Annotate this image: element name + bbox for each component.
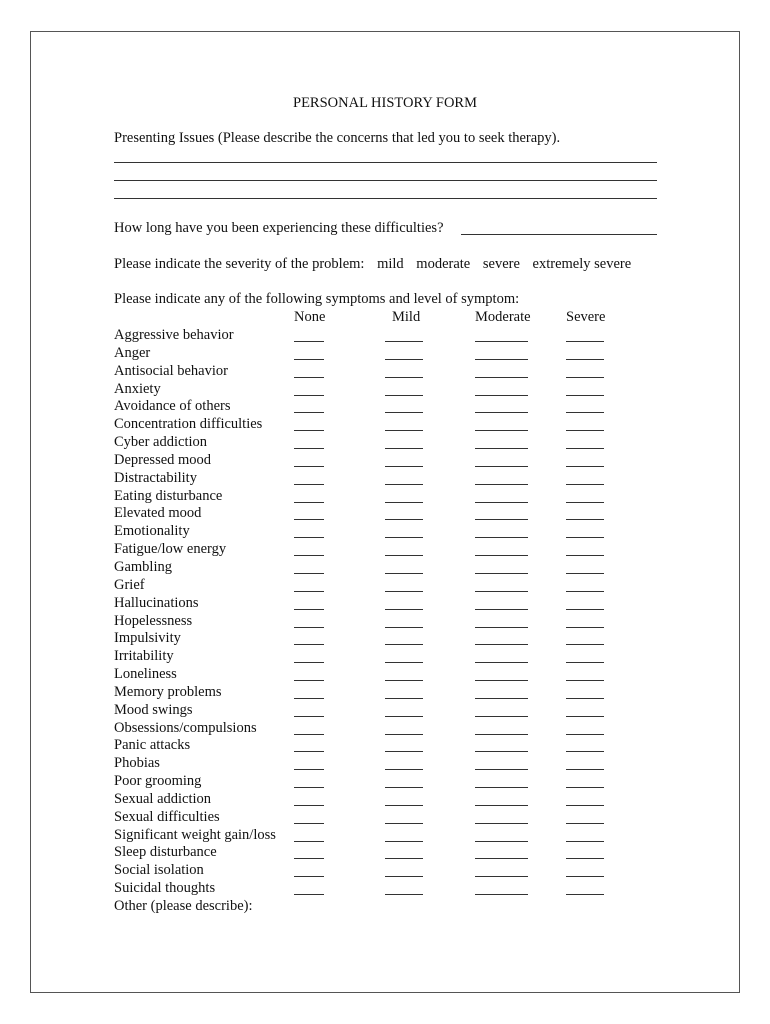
symptom-label: Social isolation: [114, 862, 204, 879]
symptom-row: [114, 469, 614, 487]
symptom-row: [114, 790, 614, 808]
symptom-none-blank[interactable]: [294, 395, 324, 396]
symptom-severe-blank[interactable]: [566, 662, 604, 663]
symptom-none-blank[interactable]: [294, 876, 324, 877]
severity-option-mild[interactable]: mild: [377, 256, 404, 272]
symptom-none-blank[interactable]: [294, 537, 324, 538]
symptom-row: [114, 326, 614, 344]
symptom-label: Sexual addiction: [114, 790, 212, 807]
symptom-severe-blank[interactable]: [566, 805, 604, 806]
column-header-severe: Severe: [566, 309, 606, 325]
symptom-none-blank[interactable]: [294, 484, 324, 485]
symptom-severe-blank[interactable]: [566, 734, 604, 735]
symptom-row: [114, 647, 614, 665]
symptom-severe-blank[interactable]: [566, 341, 604, 342]
symptom-mild-blank[interactable]: [385, 841, 423, 842]
symptom-moderate-blank[interactable]: [475, 591, 528, 592]
symptom-label: Cyber addiction: [114, 434, 208, 451]
symptom-moderate-blank[interactable]: [475, 412, 528, 413]
symptom-severe-blank[interactable]: [566, 609, 604, 610]
symptom-row: [114, 612, 614, 630]
symptom-mild-blank[interactable]: [385, 680, 423, 681]
symptom-row: [114, 380, 614, 398]
symptom-mild-blank[interactable]: [385, 627, 423, 628]
symptom-mild-blank[interactable]: [385, 430, 423, 431]
symptom-label: Gambling: [114, 558, 172, 575]
symptom-severe-blank[interactable]: [566, 377, 604, 378]
symptom-moderate-blank[interactable]: [475, 662, 528, 663]
symptom-mild-blank[interactable]: [385, 377, 423, 378]
symptom-none-blank[interactable]: [294, 519, 324, 520]
symptom-severe-blank[interactable]: [566, 395, 604, 396]
symptom-severe-blank[interactable]: [566, 359, 604, 360]
symptom-mild-blank[interactable]: [385, 359, 423, 360]
symptom-severe-blank[interactable]: [566, 448, 604, 449]
symptom-severe-blank[interactable]: [566, 841, 604, 842]
symptom-label: Mood swings: [114, 701, 193, 718]
symptom-moderate-blank[interactable]: [475, 341, 528, 342]
symptom-moderate-blank[interactable]: [475, 484, 528, 485]
symptom-none-blank[interactable]: [294, 662, 324, 663]
symptom-label: Panic attacks: [114, 737, 191, 754]
severity-option-moderate[interactable]: moderate: [416, 256, 471, 272]
symptom-mild-blank[interactable]: [385, 787, 423, 788]
symptom-row: [114, 504, 614, 522]
symptom-moderate-blank[interactable]: [475, 841, 528, 842]
symptom-moderate-blank[interactable]: [475, 698, 528, 699]
symptom-moderate-blank[interactable]: [475, 787, 528, 788]
symptom-label: Elevated mood: [114, 505, 202, 522]
symptom-severe-blank[interactable]: [566, 680, 604, 681]
symptom-none-blank[interactable]: [294, 627, 324, 628]
symptom-mild-blank[interactable]: [385, 716, 423, 717]
symptom-row: [114, 594, 614, 612]
symptom-none-blank[interactable]: [294, 555, 324, 556]
symptom-label: Irritability: [114, 648, 174, 665]
symptom-label: Distractability: [114, 469, 197, 486]
symptom-moderate-blank[interactable]: [475, 894, 528, 895]
symptom-mild-blank[interactable]: [385, 769, 423, 770]
symptom-label: Hallucinations: [114, 594, 199, 611]
symptom-none-blank[interactable]: [294, 716, 324, 717]
symptom-mild-blank[interactable]: [385, 734, 423, 735]
symptom-mild-blank[interactable]: [385, 698, 423, 699]
severity-prompt: Please indicate the severity of the problem:: [114, 256, 365, 272]
symptom-severe-blank[interactable]: [566, 484, 604, 485]
symptom-none-blank[interactable]: [294, 377, 324, 378]
symptom-moderate-blank[interactable]: [475, 537, 528, 538]
symptom-row: [114, 451, 614, 469]
form-title: PERSONAL HISTORY FORM: [293, 95, 477, 111]
symptom-none-blank[interactable]: [294, 466, 324, 467]
symptom-severe-blank[interactable]: [566, 769, 604, 770]
symptom-moderate-blank[interactable]: [475, 609, 528, 610]
symptom-row: [114, 719, 614, 737]
symptom-moderate-blank[interactable]: [475, 805, 528, 806]
symptom-none-blank[interactable]: [294, 805, 324, 806]
symptom-row: [114, 843, 614, 861]
symptom-table: [114, 326, 614, 897]
symptom-none-blank[interactable]: [294, 430, 324, 431]
symptom-label: Poor grooming: [114, 773, 202, 790]
symptom-moderate-blank[interactable]: [475, 680, 528, 681]
duration-answer-line[interactable]: [461, 234, 657, 235]
symptom-row: [114, 772, 614, 790]
severity-option-extremely-severe[interactable]: extremely severe: [532, 256, 632, 272]
symptom-label: Avoidance of others: [114, 398, 231, 415]
symptom-severe-blank[interactable]: [566, 573, 604, 574]
symptom-label: Obsessions/compulsions: [114, 719, 257, 736]
symptom-label: Anger: [114, 344, 151, 361]
symptom-row: [114, 362, 614, 380]
symptom-label: Grief: [114, 576, 145, 593]
symptom-mild-blank[interactable]: [385, 341, 423, 342]
symptom-none-blank[interactable]: [294, 841, 324, 842]
symptom-label: Loneliness: [114, 666, 177, 683]
symptom-mild-blank[interactable]: [385, 876, 423, 877]
symptom-none-blank[interactable]: [294, 823, 324, 824]
symptom-mild-blank[interactable]: [385, 466, 423, 467]
symptom-mild-blank[interactable]: [385, 519, 423, 520]
symptom-moderate-blank[interactable]: [475, 519, 528, 520]
symptom-moderate-blank[interactable]: [475, 359, 528, 360]
symptom-moderate-blank[interactable]: [475, 448, 528, 449]
symptom-none-blank[interactable]: [294, 769, 324, 770]
severity-option-severe[interactable]: severe: [482, 256, 520, 272]
symptom-label: Aggressive behavior: [114, 327, 234, 343]
symptom-none-blank[interactable]: [294, 680, 324, 681]
symptom-severe-blank[interactable]: [566, 502, 604, 503]
symptom-none-blank[interactable]: [294, 894, 324, 895]
symptoms-prompt: Please indicate any of the following symptoms and level of symptom:: [114, 291, 520, 307]
symptom-mild-blank[interactable]: [385, 412, 423, 413]
symptom-moderate-blank[interactable]: [475, 466, 528, 467]
symptom-none-blank[interactable]: [294, 644, 324, 645]
symptom-severe-blank[interactable]: [566, 698, 604, 699]
symptom-row: [114, 576, 614, 594]
symptom-moderate-blank[interactable]: [475, 751, 528, 752]
symptom-row: [114, 487, 614, 505]
symptom-label: Memory problems: [114, 683, 222, 700]
symptom-row: [114, 665, 614, 683]
column-header-moderate: Moderate: [475, 309, 531, 325]
symptom-severe-blank[interactable]: [566, 466, 604, 467]
symptom-moderate-blank[interactable]: [475, 555, 528, 556]
symptom-mild-blank[interactable]: [385, 644, 423, 645]
symptom-label: Concentration difficulties: [114, 416, 263, 433]
symptom-moderate-blank[interactable]: [475, 644, 528, 645]
symptom-severe-blank[interactable]: [566, 823, 604, 824]
symptom-none-blank[interactable]: [294, 787, 324, 788]
presenting-issues-label: Presenting Issues (Please describe the concerns that led you to seek therapy).: [114, 130, 561, 146]
symptom-none-blank[interactable]: [294, 412, 324, 413]
symptom-severe-blank[interactable]: [566, 519, 604, 520]
presenting-issues-line-1[interactable]: [114, 162, 657, 163]
symptom-row: [114, 415, 614, 433]
symptom-moderate-blank[interactable]: [475, 716, 528, 717]
symptom-mild-blank[interactable]: [385, 573, 423, 574]
symptom-moderate-blank[interactable]: [475, 502, 528, 503]
symptom-moderate-blank[interactable]: [475, 858, 528, 859]
symptom-row: [114, 522, 614, 540]
symptom-label: Eating disturbance: [114, 487, 223, 504]
symptom-row: [114, 754, 614, 772]
symptom-row: [114, 879, 614, 897]
symptom-label: Antisocial behavior: [114, 362, 228, 379]
symptom-moderate-blank[interactable]: [475, 395, 528, 396]
symptom-label: Phobias: [114, 755, 160, 772]
symptom-mild-blank[interactable]: [385, 662, 423, 663]
symptom-none-blank[interactable]: [294, 573, 324, 574]
symptom-row: [114, 826, 614, 844]
symptom-severe-blank[interactable]: [566, 858, 604, 859]
symptom-severe-blank[interactable]: [566, 787, 604, 788]
symptom-none-blank[interactable]: [294, 858, 324, 859]
symptom-none-blank[interactable]: [294, 359, 324, 360]
symptom-label: Depressed mood: [114, 451, 212, 468]
presenting-issues-line-2[interactable]: [114, 180, 657, 181]
symptom-mild-blank[interactable]: [385, 751, 423, 752]
symptom-severe-blank[interactable]: [566, 555, 604, 556]
duration-question: How long have you been experiencing these difficulties?: [114, 220, 444, 236]
symptom-row: [114, 397, 614, 415]
symptom-mild-blank[interactable]: [385, 591, 423, 592]
symptom-severe-blank[interactable]: [566, 591, 604, 592]
symptom-none-blank[interactable]: [294, 448, 324, 449]
symptom-severe-blank[interactable]: [566, 894, 604, 895]
symptom-row: [114, 861, 614, 879]
symptom-moderate-blank[interactable]: [475, 823, 528, 824]
symptom-label: Anxiety: [114, 380, 161, 397]
symptom-severe-blank[interactable]: [566, 430, 604, 431]
symptom-row: [114, 736, 614, 754]
symptom-mild-blank[interactable]: [385, 894, 423, 895]
symptom-moderate-blank[interactable]: [475, 876, 528, 877]
column-header-none: None: [294, 309, 326, 325]
symptom-moderate-blank[interactable]: [475, 573, 528, 574]
symptom-label: Hopelessness: [114, 612, 193, 629]
symptom-label: Emotionality: [114, 523, 190, 540]
presenting-issues-line-3[interactable]: [114, 198, 657, 199]
symptom-none-blank[interactable]: [294, 734, 324, 735]
symptom-mild-blank[interactable]: [385, 502, 423, 503]
symptom-label: Significant weight gain/loss: [114, 826, 276, 843]
symptom-none-blank[interactable]: [294, 751, 324, 752]
symptom-severe-blank[interactable]: [566, 412, 604, 413]
symptom-severe-blank[interactable]: [566, 644, 604, 645]
other-label: Other (please describe):: [114, 898, 253, 915]
symptom-mild-blank[interactable]: [385, 555, 423, 556]
symptom-mild-blank[interactable]: [385, 395, 423, 396]
symptom-mild-blank[interactable]: [385, 823, 423, 824]
severity-question: [114, 255, 631, 273]
symptom-label: Sexual difficulties: [114, 808, 220, 825]
symptom-row: [114, 540, 614, 558]
symptom-severe-blank[interactable]: [566, 751, 604, 752]
symptom-none-blank[interactable]: [294, 341, 324, 342]
symptom-moderate-blank[interactable]: [475, 769, 528, 770]
symptom-none-blank[interactable]: [294, 609, 324, 610]
column-header-mild: Mild: [392, 309, 421, 325]
symptom-mild-blank[interactable]: [385, 537, 423, 538]
symptom-row: [114, 683, 614, 701]
symptom-mild-blank[interactable]: [385, 484, 423, 485]
symptom-moderate-blank[interactable]: [475, 734, 528, 735]
symptom-row: [114, 629, 614, 647]
symptom-label: Fatigue/low energy: [114, 541, 227, 558]
symptom-none-blank[interactable]: [294, 502, 324, 503]
symptom-label: Suicidal thoughts: [114, 880, 216, 897]
symptom-row: [114, 558, 614, 576]
symptom-row: [114, 701, 614, 719]
symptom-label: Impulsivity: [114, 630, 181, 647]
symptom-mild-blank[interactable]: [385, 858, 423, 859]
symptom-mild-blank[interactable]: [385, 448, 423, 449]
symptom-moderate-blank[interactable]: [475, 377, 528, 378]
symptom-mild-blank[interactable]: [385, 609, 423, 610]
symptom-row: [114, 344, 614, 362]
symptom-moderate-blank[interactable]: [475, 627, 528, 628]
symptom-mild-blank[interactable]: [385, 805, 423, 806]
symptom-moderate-blank[interactable]: [475, 430, 528, 431]
symptom-severe-blank[interactable]: [566, 876, 604, 877]
symptom-severe-blank[interactable]: [566, 716, 604, 717]
symptom-none-blank[interactable]: [294, 591, 324, 592]
symptom-label: Sleep disturbance: [114, 844, 217, 861]
symptom-severe-blank[interactable]: [566, 537, 604, 538]
symptom-none-blank[interactable]: [294, 698, 324, 699]
symptom-severe-blank[interactable]: [566, 627, 604, 628]
symptom-row: [114, 433, 614, 451]
symptom-row: [114, 808, 614, 826]
